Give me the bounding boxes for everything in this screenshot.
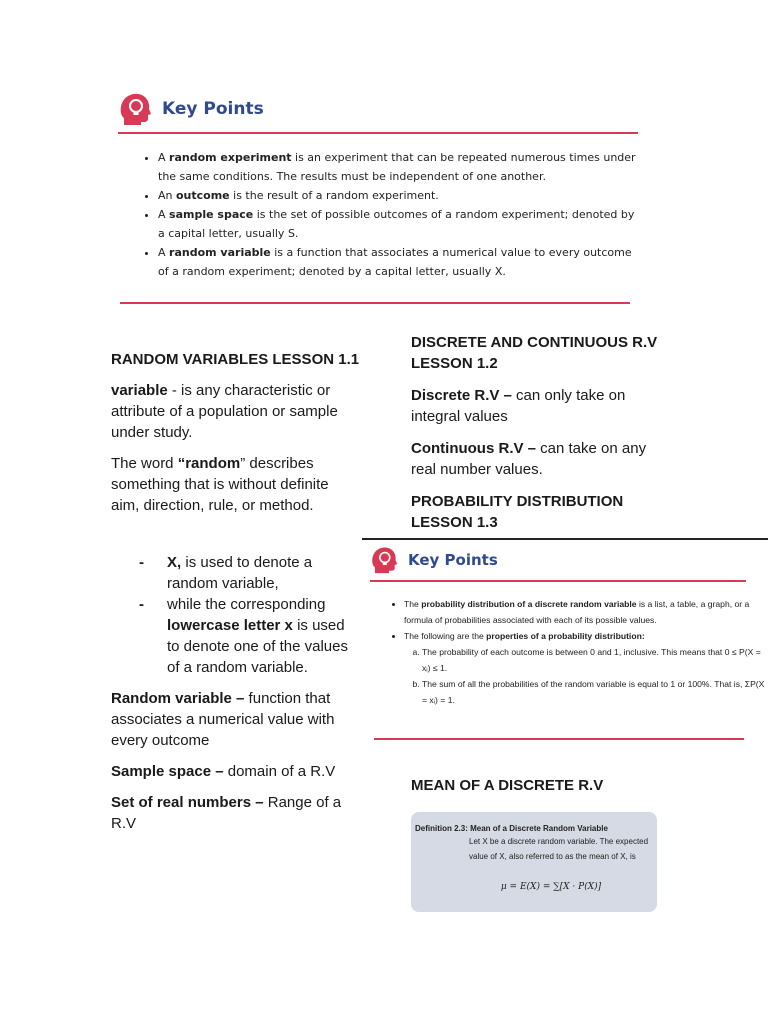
definition-sample-space: Sample space – domain of a R.V (111, 763, 336, 780)
left-column (111, 349, 361, 844)
definition-random: The word “random” describes something that is without definite aim, direction, rule, or method. (111, 455, 329, 514)
section-heading: MEAN OF A DISCRETE R.V (411, 777, 604, 794)
list-item: b. The sum of all the probabilities of the random variable is equal to 1 or 100%. That is, ΣP(X = xᵢ) = 1. (422, 676, 768, 708)
section-heading: RANDOM VARIABLES LESSON 1.1 (111, 351, 360, 368)
list-item: • A sample space is the set of possible outcomes of a random experiment; denoted by a capital letter, usually S. (158, 205, 638, 243)
list-item: - X, is used to denote a random variable, (139, 554, 313, 592)
definition-text: Let X be a discrete random variable. The expected value of X, also referred to as the mean of X, is (469, 837, 649, 861)
list-item: • An outcome is the result of a random experiment. (158, 186, 638, 205)
head-lightbulb-icon (118, 92, 152, 126)
divider (120, 302, 630, 304)
key-points-title: Key Points (162, 99, 264, 119)
sub-list (404, 644, 768, 708)
definition-discrete: Discrete R.V – can only take on integral values (411, 387, 626, 425)
key-points-box-2 (370, 540, 768, 708)
definition-box (411, 812, 657, 912)
definition-real-numbers: Set of real numbers – Range of a R.V (111, 794, 342, 832)
list-item: • The probability distribution of a discrete random variable is a list, a table, a graph, or a formula of probabilities associated with each of its possible values. (404, 596, 768, 628)
list-item: • A random experiment is an experiment that can be repeated numerous times under the same conditions. The results must be independent of one another. (158, 148, 638, 186)
divider (370, 580, 746, 582)
key-points-title: Key Points (408, 551, 498, 569)
definition-variable: variable - is any characteristic or attribute of a population or sample under study. (111, 382, 338, 441)
list-item: a. The probability of each outcome is between 0 and 1, inclusive. This means that 0 ≤ P(X = xᵢ) ≤ 1. (422, 644, 768, 676)
head-lightbulb-icon (370, 546, 398, 574)
divider (362, 538, 768, 540)
definition-label: Definition 2.3: Mean of a Discrete Random Variable (415, 824, 608, 833)
key-points-box-1 (118, 92, 638, 281)
key-points-list (370, 596, 768, 708)
list-item: - while the corresponding lowercase letter x is used to denote one of the values of a random variable. (139, 596, 348, 676)
divider (374, 738, 744, 740)
section-heading: DISCRETE AND CONTINUOUS R.V LESSON 1.2 (411, 334, 658, 372)
key-points-header (118, 92, 638, 126)
divider (118, 132, 638, 134)
dash-list (139, 552, 361, 678)
definition-random-variable: Random variable – function that associates a numerical value with every outcome (111, 690, 335, 749)
right-column (411, 332, 661, 544)
section-heading: PROBABILITY DISTRIBUTION LESSON 1.3 (411, 493, 624, 531)
list-item: • The following are the properties of a probability distribution: a. The probability of each outcome is between 0 and 1, inclusive. This means that 0 ≤ P(X = xᵢ) ≤ 1. b. The sum of all the probabilities of the random variable is equal to 1 or 100%. That is, ΣP(X = xᵢ) = 1. (404, 628, 768, 708)
key-points-list (118, 148, 638, 281)
list-item: • A random variable is a function that associates a numerical value to every outcome of a random experiment; denoted by a capital letter, usually X. (158, 243, 638, 281)
key-points-header (370, 540, 768, 574)
mean-formula: μ = E(X) = ∑[X · P(X)] (500, 882, 602, 892)
definition-continuous: Continuous R.V – can take on any real number values. (411, 440, 647, 478)
